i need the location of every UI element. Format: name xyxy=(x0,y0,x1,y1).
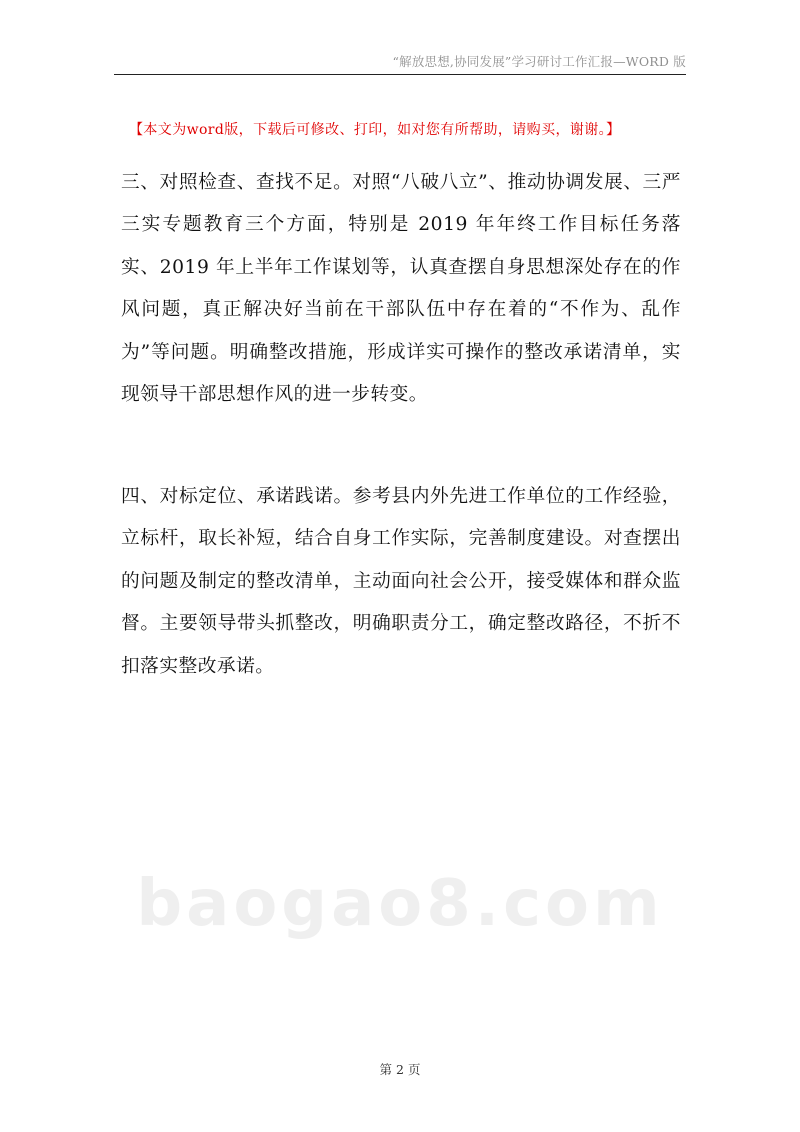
download-notice: 【本文为word版，下载后可修改、打印，如对您有所帮助，请购买，谢谢。】 xyxy=(129,122,621,138)
paragraph-section-four: 四、对标定位、承诺践诺。参考县内外先进工作单位的工作经验，立标杆，取长补短，结合自身工作实际，完善制度建设。对查摆出的问题及制定的整改清单，主动面向社会公开，接受媒体和群众监督。主要领导带头抓整改，明确职责分工，确定整改路径，不折不扣落实整改承诺。 xyxy=(121,486,681,677)
header-divider xyxy=(114,74,686,75)
document-header-title: “解放思想,协同发展”学习研讨工作汇报—WORD 版 xyxy=(392,54,686,69)
watermark: baogao8.com xyxy=(136,867,664,941)
page-number: 第 2 页 xyxy=(379,1062,421,1077)
paragraph-section-three: 三、对照检查、查找不足。对照“八破八立”、推动协调发展、三严三实专题教育三个方面，特别是 2019 年年终工作目标任务落实、2019 年上半年工作谋划等，认真查摆自身思想深处存在的作风问题，真正解决好当前在干部队伍中存在着的“不作为、乱作为”等问题。明确整改措施，形成详实可操作的整改承诺清单，实现领导干部思想作风的进一步转变。 xyxy=(121,172,681,406)
